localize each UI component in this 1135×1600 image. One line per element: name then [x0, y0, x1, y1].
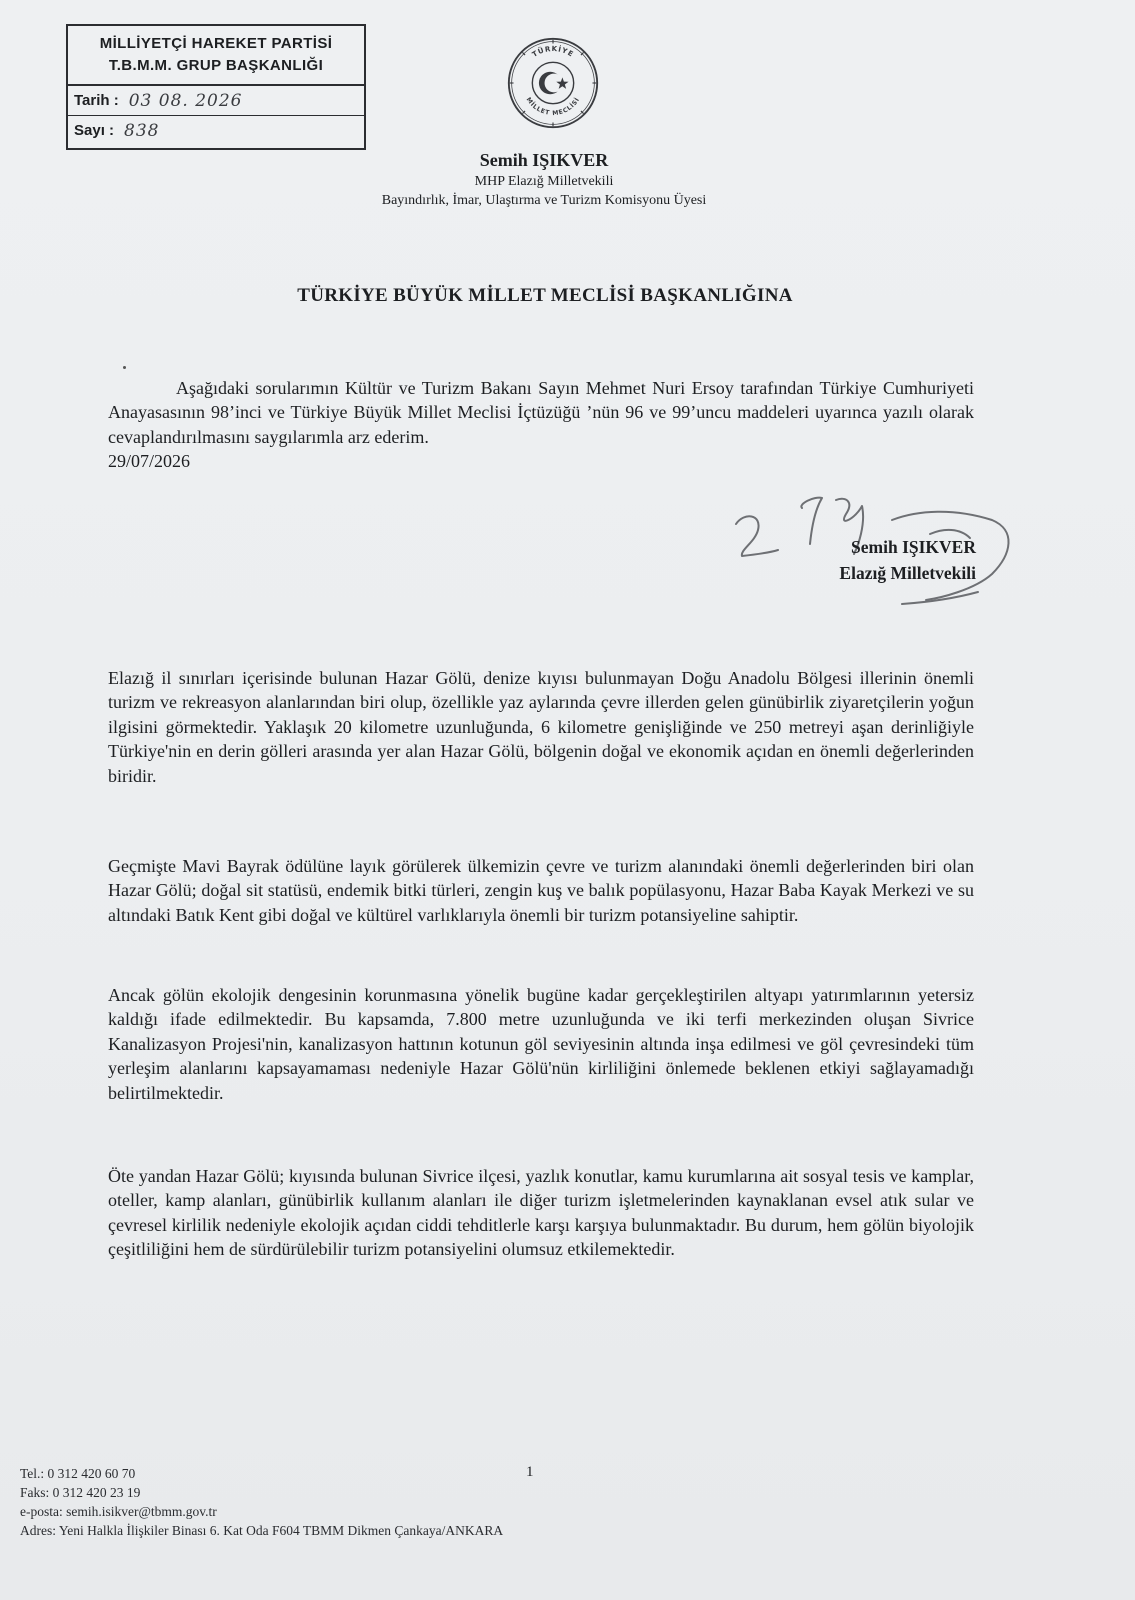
body-paragraph: Öte yandan Hazar Gölü; kıyısında bulunan Sivrice ilçesi, yazlık konutlar, kamu kurumlarına ait sosyal tesis ve kamplar, oteller, kamp alanları, günübirlik kullanım alanları ile diğer turizm işletmelerinden kaynaklanan evsel atık sular ve çevresel kirlilik nedeniyle ekolojik açıdan ciddi tehditlerle karşı karşıya bulunmaktadır. Bu durum, hem gölün biyolojik çeşitliliğini hem de sürdürülebilir turizm potansiyelini olumsuz etkilemektedir.: [108, 1166, 974, 1260]
stamp-party-name: MİLLİYETÇİ HAREKET PARTİSİ: [99, 35, 333, 52]
intro-paragraph: [108, 376, 974, 474]
stamp-number-label: Sayı :: [74, 122, 115, 139]
signature-block: [756, 534, 976, 586]
sender-role: MHP Elazığ Milletvekili: [474, 174, 614, 189]
footer-fax: Faks: 0 312 420 23 19: [20, 1485, 141, 1500]
footer-phone: Tel.: 0 312 420 60 70: [20, 1466, 136, 1481]
footer-address: Adres: Yeni Halkla İlişkiler Binası 6. Kat Oda F604 TBMM Dikmen Çankaya/ANKARA: [20, 1523, 504, 1538]
stamp-date-row: [68, 86, 364, 115]
footer-email: e-posta: semih.isikver@tbmm.gov.tr: [20, 1504, 217, 1519]
signatory-name: Semih IŞIKVER: [851, 537, 976, 557]
stamp-header: [68, 26, 364, 86]
body-paragraph: Geçmişte Mavi Bayrak ödülüne layık görülerek ülkemizin çevre ve turizm alanındaki önemli değerlerinden biri olan Hazar Gölü; doğal sit statüsü, endemik bitki türleri, zengin kuş ve balık popülasyonu, Hazar Baba Kayak Merkezi ve su altındaki Batık Kent gibi doğal ve kültürel varlıklarıyla önemli bir turizm potansiyeline sahiptir.: [108, 856, 974, 925]
sender-name: Semih IŞIKVER: [479, 150, 609, 170]
registry-stamp: [66, 24, 366, 150]
stamp-date-label: Tarih :: [74, 92, 119, 109]
body-paragraph: Ancak gölün ekolojik dengesinin korunmasına yönelik bugüne kadar gerçekleştirilen altyapı yatırımlarının yetersiz kaldığı ifade edilmektedir. Bu kapsamda, 7.800 metre uzunluğunda ve iki terfi merkezinden oluşan Sivrice Kanalizasyon Projesi'nin, kanalizasyon hattının kotunun göl seviyesinin altında inşa edilmesi ve göl çevresindeki tüm yerleşim alanlarını kapsayamaması nedeniyle Hazar Gölü'nün kirliliğini önlemede beklenen etkiyi sağlayamadığı belirtilmektedir.: [108, 985, 974, 1103]
contact-footer: [20, 1464, 503, 1540]
stamp-number-value: 838: [124, 120, 160, 141]
sender-header: [300, 148, 788, 211]
body-paragraph: Elazığ il sınırları içerisinde bulunan Hazar Gölü, denize kıyısı bulunmayan Doğu Anadolu Bölgesi illerinin önemli turizm ve rekreasyon alanlarından biri olup, özellikle yaz aylarında çevre illerden gelen günübirlik ziyaretçilerin yoğun ilgisini görmektedir. Yaklaşık 20 kilometre uzunluğunda, 6 kilometre genişliğinde ve 250 metreyi aşan derinliğiyle Türkiye'nin en derin gölleri arasında yer alan Hazar Gölü, bölgenin doğal ve ekonomik açıdan en önemli değerlerinden biridir.: [108, 668, 974, 786]
stamp-office-name: T.B.M.M. GRUP BAŞKANLIĞI: [108, 57, 324, 74]
stamp-date-value: 03 08. 2026: [128, 90, 243, 111]
svg-text:MİLLET MECLİSİ: MİLLET MECLİSİ: [524, 96, 582, 118]
document-title: TÜRKİYE BÜYÜK MİLLET MECLİSİ BAŞKANLIĞINA: [297, 285, 793, 306]
svg-text:TÜRKİYE: TÜRKİYE: [530, 43, 576, 59]
tbmm-emblem-icon: [506, 36, 600, 130]
scan-dot: [123, 366, 126, 369]
stamp-number-row: [68, 115, 364, 145]
intro-date: 29/07/2026: [108, 451, 191, 472]
page-number: 1: [526, 1464, 534, 1480]
signatory-title: Elazığ Milletvekili: [839, 563, 976, 583]
sender-committee: Bayındırlık, İmar, Ulaştırma ve Turizm Komisyonu Üyesi: [381, 193, 707, 208]
intro-text: Aşağıdaki sorularımın Kültür ve Turizm Bakanı Sayın Mehmet Nuri Ersoy tarafından Türkiye Cumhuriyeti Anayasasının 98’inci ve Türkiye Büyük Millet Meclisi İçtüzüğü ’nün 96 ve 99’uncu maddeleri uyarınca yazılı olarak cevaplandırılmasını saygılarımla arz ederim.: [108, 378, 974, 447]
